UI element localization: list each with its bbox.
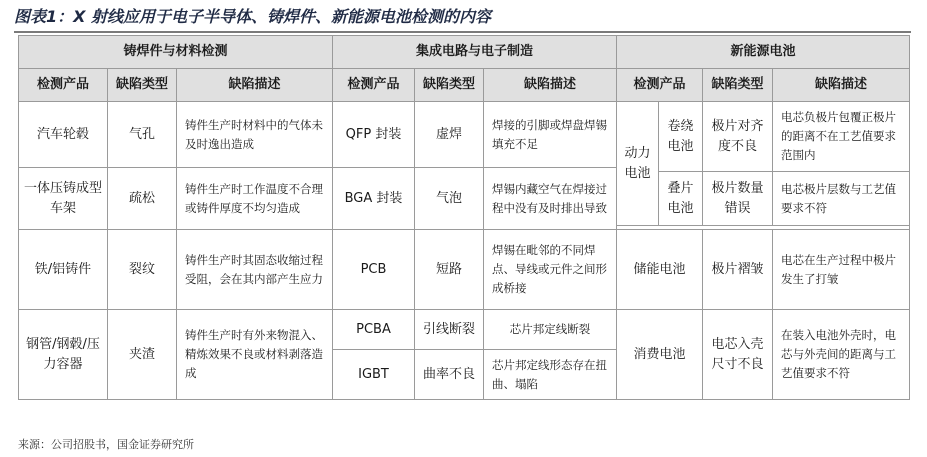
ic-desc: 焊接的引脚或焊盘焊锡填充不足 <box>484 102 617 168</box>
group-casting: 铸焊件与材料检测 <box>19 36 333 69</box>
battery-subtype: 卷绕电池 <box>659 102 703 172</box>
source-note: 来源：公司招股书，国金证券研究所 <box>18 438 194 451</box>
battery-desc: 电芯极片层数与工艺值要求不符 <box>773 172 910 226</box>
ic-defect: 气泡 <box>415 168 484 230</box>
ic-product: PCBA <box>333 310 415 350</box>
ic-product: QFP 封装 <box>333 102 415 168</box>
battery-defect: 极片褶皱 <box>703 230 773 310</box>
group-ic: 集成电路与电子制造 <box>333 36 617 69</box>
ic-desc: 芯片邦定线断裂 <box>484 310 617 350</box>
casting-product: 钢管/钢毂/压力容器 <box>19 310 108 400</box>
battery-desc: 电芯在生产过程中极片发生了打皱 <box>773 230 910 310</box>
ic-product: PCB <box>333 230 415 310</box>
group-header-row <box>19 36 910 69</box>
col-desc: 缺陷描述 <box>484 69 617 102</box>
battery-desc: 在装入电池外壳时，电芯与外壳间的距离与工艺值要求不符 <box>773 310 910 400</box>
casting-defect: 裂纹 <box>108 230 177 310</box>
battery-power-label: 动力电池 <box>617 102 659 226</box>
battery-product: 储能电池 <box>617 230 703 310</box>
xray-inspection-table <box>18 35 910 400</box>
col-desc: 缺陷描述 <box>773 69 910 102</box>
casting-product: 汽车轮毂 <box>19 102 108 168</box>
battery-defect: 极片对齐度不良 <box>703 102 773 172</box>
casting-defect: 疏松 <box>108 168 177 230</box>
casting-desc: 铸件生产时有外来物混入、精炼效果不良或材料剥落造成 <box>177 310 333 400</box>
casting-defect: 气孔 <box>108 102 177 168</box>
column-header-row <box>19 69 910 102</box>
col-desc: 缺陷描述 <box>177 69 333 102</box>
table-row <box>19 230 910 310</box>
ic-desc: 焊锡在毗邻的不同焊点、导线或元件之间形成桥接 <box>484 230 617 310</box>
table-row <box>19 310 910 350</box>
casting-product: 一体压铸成型车架 <box>19 168 108 230</box>
battery-defect: 电芯入壳尺寸不良 <box>703 310 773 400</box>
casting-desc: 铸件生产时材料中的气体未及时逸出造成 <box>177 102 333 168</box>
col-defect: 缺陷类型 <box>415 69 484 102</box>
group-battery: 新能源电池 <box>617 36 910 69</box>
col-product: 检测产品 <box>19 69 108 102</box>
col-product: 检测产品 <box>333 69 415 102</box>
col-defect: 缺陷类型 <box>703 69 773 102</box>
ic-product: IGBT <box>333 350 415 400</box>
figure-title: 图表1：X 射线应用于电子半导体、铸焊件、新能源电池检测的内容 <box>14 7 492 26</box>
ic-product: BGA 封装 <box>333 168 415 230</box>
casting-desc: 铸件生产时其固态收缩过程受阻，会在其内部产生应力 <box>177 230 333 310</box>
casting-defect: 夹渣 <box>108 310 177 400</box>
title-rule <box>14 31 911 33</box>
battery-subtype: 叠片电池 <box>659 172 703 226</box>
ic-defect: 虚焊 <box>415 102 484 168</box>
col-defect: 缺陷类型 <box>108 69 177 102</box>
battery-defect: 极片数量错误 <box>703 172 773 226</box>
table-row <box>19 102 910 160</box>
ic-desc: 焊锡内藏空气在焊接过程中没有及时排出导致 <box>484 168 617 230</box>
ic-defect: 曲率不良 <box>415 350 484 400</box>
col-product: 检测产品 <box>617 69 703 102</box>
ic-defect: 短路 <box>415 230 484 310</box>
battery-desc: 电芯负极片包覆正极片的距离不在工艺值要求范围内 <box>773 102 910 172</box>
ic-defect: 引线断裂 <box>415 310 484 350</box>
ic-desc: 芯片邦定线形态存在扭曲、塌陷 <box>484 350 617 400</box>
casting-product: 铁/铝铸件 <box>19 230 108 310</box>
battery-product: 消费电池 <box>617 310 703 400</box>
casting-desc: 铸件生产时工作温度不合理或铸件厚度不均匀造成 <box>177 168 333 230</box>
